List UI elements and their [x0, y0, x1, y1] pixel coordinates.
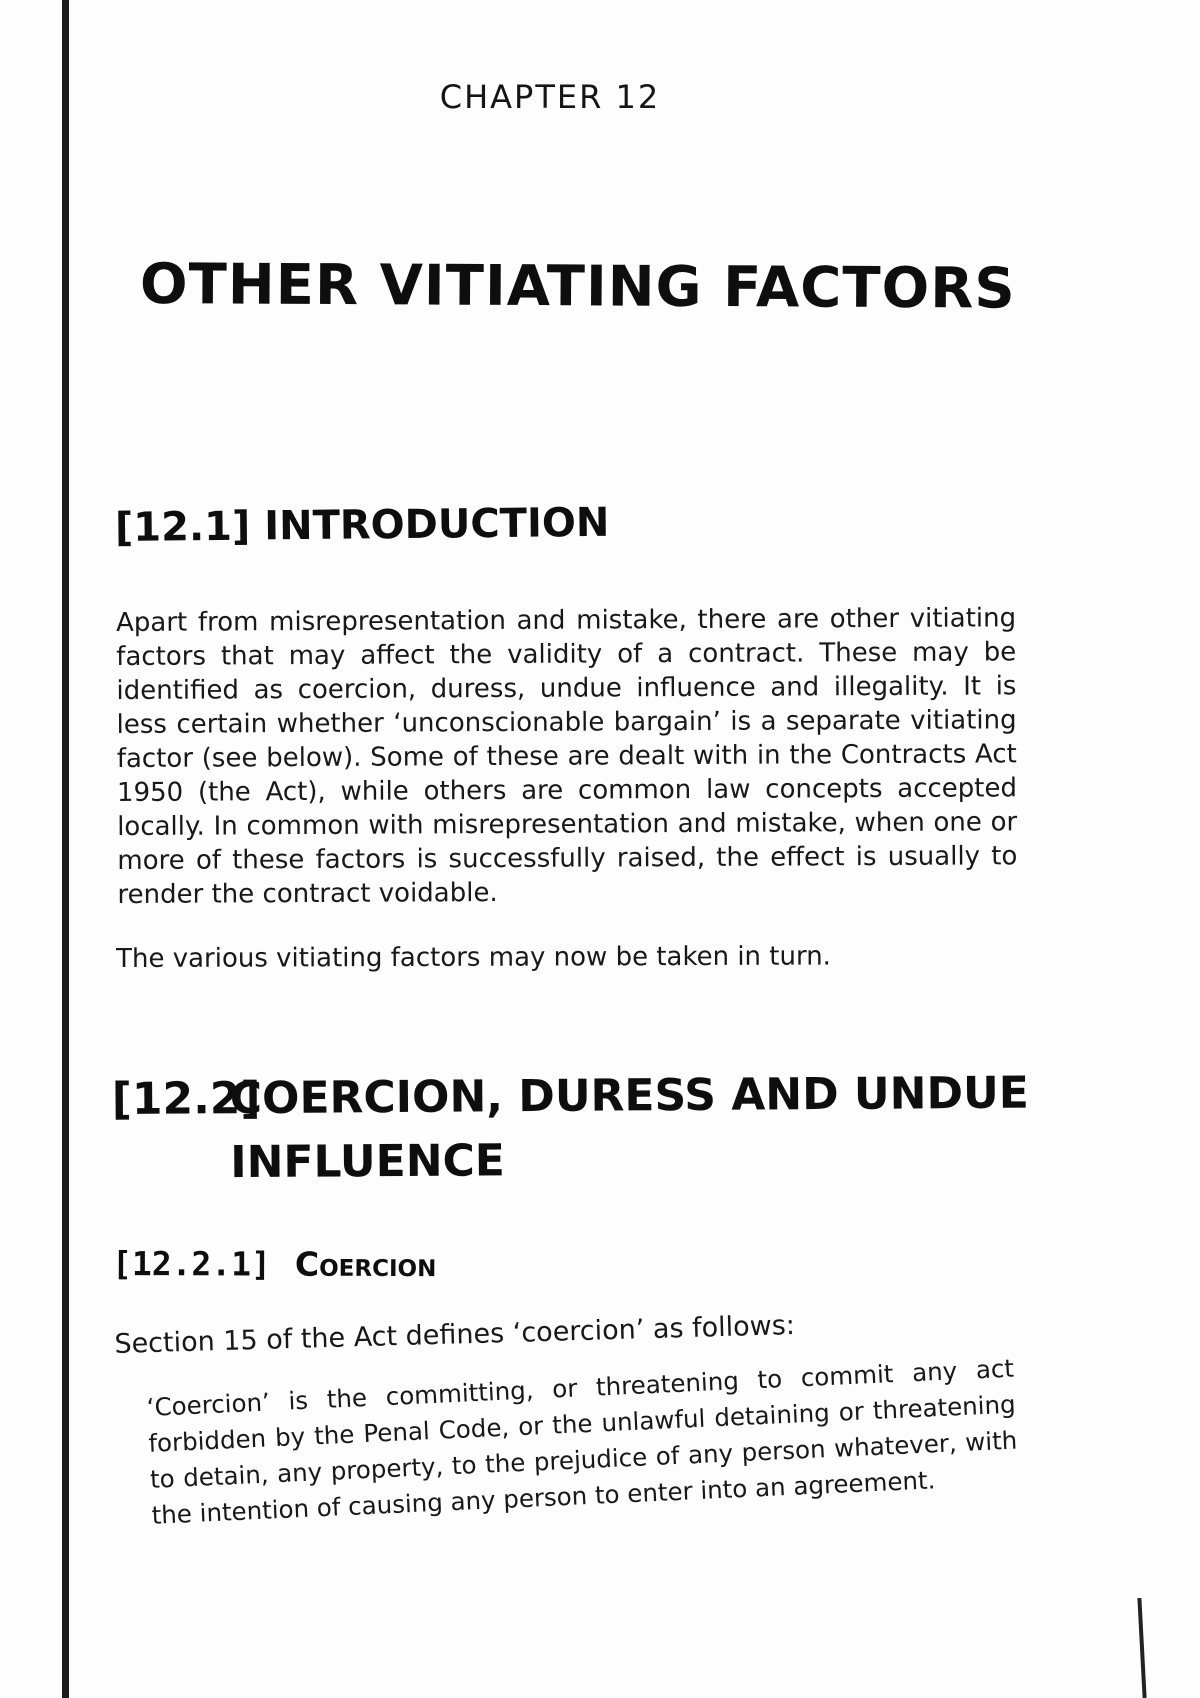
coercion-definition-quote: ‘Coercion’ is the committing, or threatening to commit any act forbidden by the Penal Code, or the unlawful detaining or threatening to detain, any property, to the prejudice of any person whatever, with the intention of causing any person to enter into an agreement.	[146, 1353, 1018, 1530]
section-heading-coercion-duress	[112, 1062, 1030, 1196]
subsection-heading-coercion	[112, 1244, 437, 1284]
introduction-closing-paragraph: The various vitiating factors may now be taken in turn.	[116, 941, 831, 974]
section-number: [12.2]	[111, 1072, 261, 1126]
subsection-title: Coercion	[294, 1244, 437, 1285]
introduction-paragraph: Apart from misrepresentation and mistake, there are other vitiating factors that may affect the validity of a contract. These may be identified as coercion, duress, undue influence and illegality. It is less certain whether ‘unconscionable bargain’ is a separate vitiating factor (see below). Some of these are dealt with in the Contracts Act 1950 (the Act), while others are common law concepts accepted locally. In common with misrepresentation and mistake, when one or more of these factors is successfully raised, the effect is usually to render the contract voidable.	[116, 603, 1018, 910]
page-corner-mark	[1137, 1598, 1146, 1698]
subsection-number: [12.2.1]	[111, 1244, 272, 1284]
section-title-line-1: COERCION, DURESS AND UNDUE	[229, 1067, 1029, 1125]
chapter-title: OTHER VITIATING FACTORS	[139, 252, 1016, 322]
section-number: [12.1]	[114, 503, 251, 551]
chapter-label: CHAPTER 12	[439, 78, 661, 116]
section-heading-introduction	[115, 500, 610, 551]
coercion-intro-paragraph: Section 15 of the Act defines ‘coercion’ as follows:	[114, 1309, 796, 1360]
section-title-line-2: INFLUENCE	[230, 1135, 506, 1189]
page-binding-edge	[62, 0, 69, 1698]
section-title: INTRODUCTION	[263, 499, 610, 550]
